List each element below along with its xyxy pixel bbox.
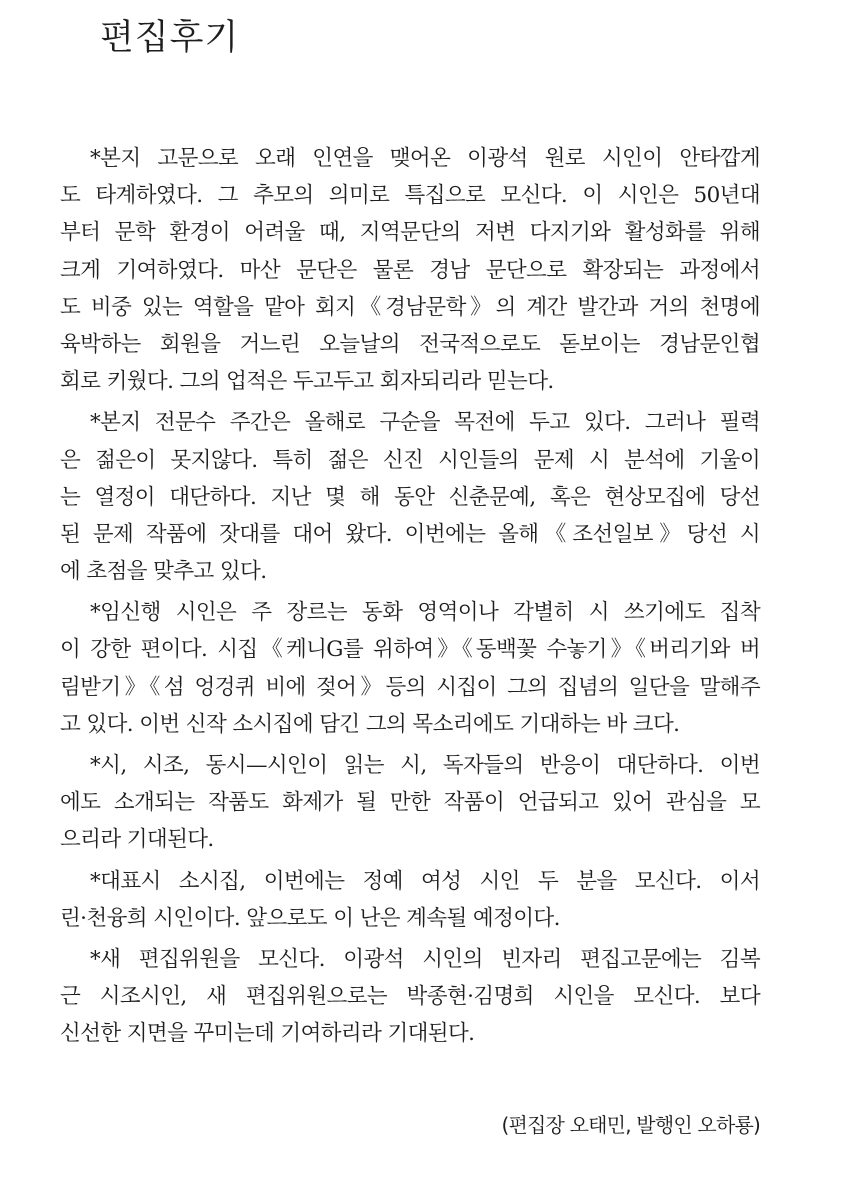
text-line: 에도 소개되는 작품도 화제가 될 만한 작품이 언급되고 있어 관심을 모 [60,790,760,816]
page-title: 편집후기 [100,18,240,58]
text-line: 에 초점을 맞추고 있다. [60,559,267,585]
text-line: *대표시 소시집, 이번에는 정예 여성 시인 두 분을 모신다. 이서 [90,868,760,894]
paragraph-2 [60,404,760,590]
text-line: 고 있다. 이번 신작 소시집에 담긴 그의 목소리에도 기대하는 바 크다. [60,711,680,737]
text-line: 는 열정이 대단하다. 지난 몇 해 동안 신춘문예, 혹은 현상모집에 당선 [60,484,760,510]
text-line: *본지 전문수 주간은 올해로 구순을 목전에 두고 있다. 그러나 필력 [90,410,760,436]
text-line: *본지 고문으로 오래 인연을 맺어온 이광석 원로 시인이 안타깝게 [90,146,760,171]
text-line: 으리라 기대된다. [60,827,214,853]
paragraph-5 [60,863,760,937]
text-line: *임신행 시인은 주 장르는 동화 영역이나 각별히 시 쓰기에도 집착 [90,600,760,626]
paragraph-1 [60,140,760,400]
paragraph-3 [60,594,760,743]
text-line: *시, 시조, 동시—시인이 읽는 시, 독자들의 반응이 대단하다. 이번 [90,753,760,778]
editorial-body [60,140,760,1057]
text-line: 회로 키웠다. 그의 업적은 두고두고 회자되리라 믿는다. [60,369,554,395]
text-line: 신선한 지면을 꾸미는데 기여하리라 기대된다. [60,1021,475,1047]
text-line: 된 문제 작품에 잣대를 대어 왔다. 이번에는 올해《조선일보》당선 시 [60,521,760,547]
text-line: 도 타계하였다. 그 추모의 의미로 특집으로 모신다. 이 시인은 50년대 [60,183,760,209]
paragraph-4 [60,747,760,859]
editor-signature: (편집장 오태민, 발행인 오하룡) [501,1113,760,1137]
text-line: 도 비중 있는 역할을 맡아 회지《경남문학》의 계간 발간과 거의 천명에 [60,294,760,320]
text-line: 크게 기여하였다. 마산 문단은 물론 경남 문단으로 확장되는 과정에서 [60,257,760,283]
text-line: 육박하는 회원을 거느린 오늘날의 전국적으로도 돋보이는 경남문인협 [60,331,760,357]
text-line: 은 젊은이 못지않다. 특히 젊은 신진 시인들의 문제 시 분석에 기울이 [60,447,760,473]
text-line: 이 강한 편이다. 시집《케니G를 위하여》《동백꽃 수놓기》《버리기와 버 [60,637,760,663]
text-line: 근 시조시인, 새 편집위원으로는 박종현·김명희 시인을 모신다. 보다 [60,984,760,1010]
text-line: 림받기》《섬 엉겅퀴 비에 젖어》등의 시집이 그의 집념의 일단을 말해주 [60,674,760,700]
text-line: *새 편집위원을 모신다. 이광석 시인의 빈자리 편집고문에는 김복 [90,946,760,972]
text-line: 린·천융희 시인이다. 앞으로도 이 난은 계속될 예정이다. [60,905,560,931]
paragraph-6 [60,941,760,1053]
text-line: 부터 문학 환경이 어려울 때, 지역문단의 저변 다지기와 활성화를 위해 [60,220,760,246]
